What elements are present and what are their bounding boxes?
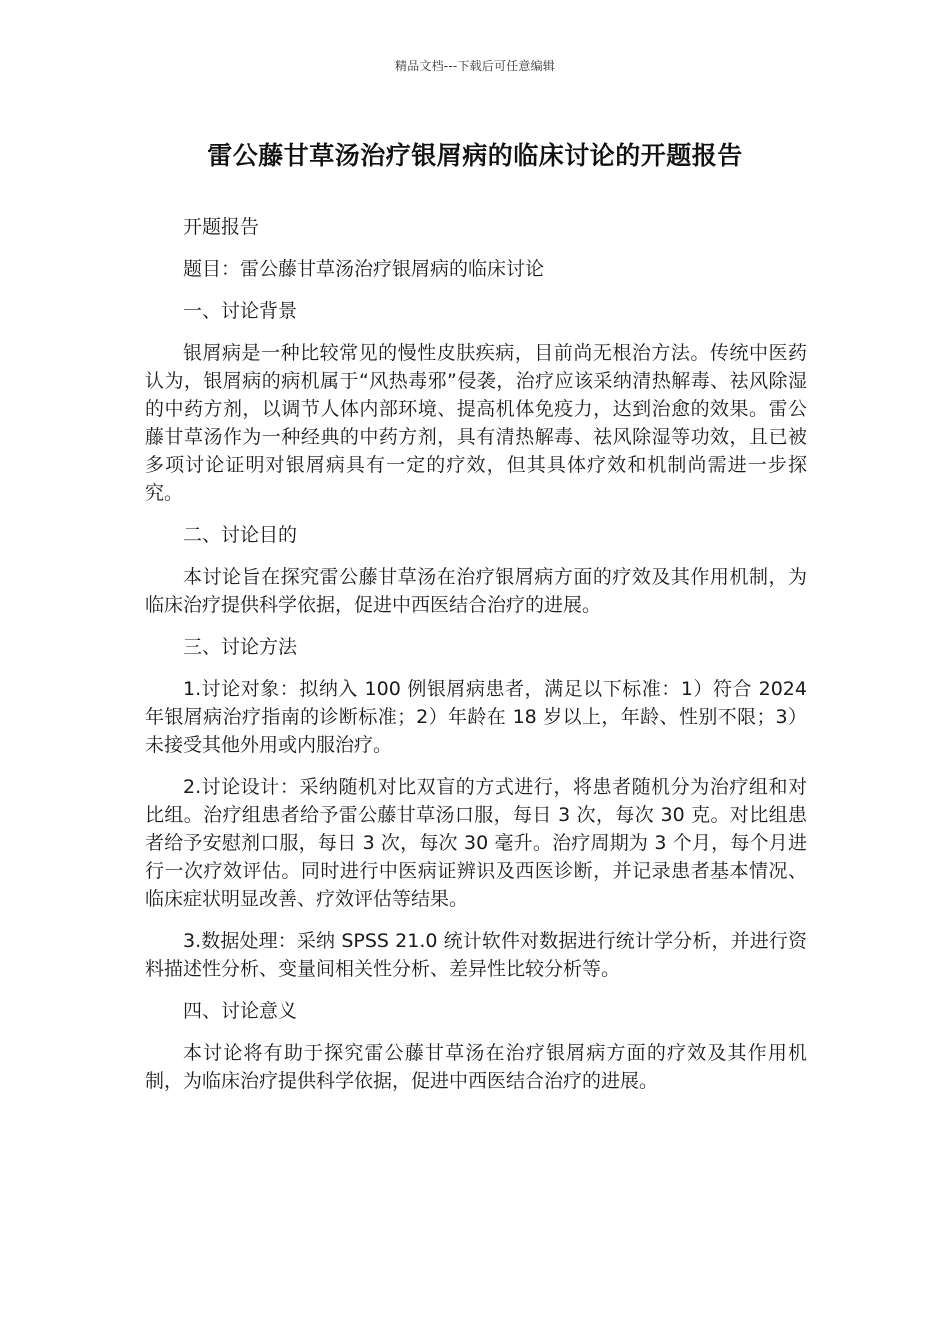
section-method-heading: 三、讨论方法 — [183, 636, 298, 658]
method-item-data-processing: 3.数据处理：采纳 SPSS 21.0 统计软件对数据进行统计学分析，并进行资料描述性分析、变量间相关性分析、差异性比较分析等。 — [145, 930, 807, 980]
section-background-heading: 一、讨论背景 — [183, 300, 298, 322]
section-background-paragraph: 银屑病是一种比较常见的慢性皮肤疾病，目前尚无根治方法。传统中医药认为，银屑病的病机属于“风热毒邪”侵袭，治疗应该采纳清热解毒、祛风除湿的中药方剂，以调节人体内部环境、提高机体免疫力，达到治愈的效果。雷公藤甘草汤作为一种经典的中药方剂，具有清热解毒、祛风除湿等功效，且已被多项讨论证明对银屑病具有一定的疗效，但其具体疗效和机制尚需进一步探究。 — [145, 342, 807, 504]
section-purpose-heading: 二、讨论目的 — [183, 524, 298, 546]
method-item-design: 2.讨论设计：采纳随机对比双盲的方式进行，将患者随机分为治疗组和对比组。治疗组患者给予雷公藤甘草汤口服，每日 3 次，每次 30 克。对比组患者给予安慰剂口服，每日 3 次，每次 30 毫升。治疗周期为 3 个月，每个月进行一次疗效评估。同时进行中医病证辨识及西医诊断，并记录患者基本情况、临床症状明显改善、疗效评估等结果。 — [145, 776, 807, 910]
document-body — [145, 213, 807, 1109]
subject-line: 题目：雷公藤甘草汤治疗银屑病的临床讨论 — [183, 258, 545, 280]
report-label: 开题报告 — [183, 216, 260, 238]
section-purpose-paragraph: 本讨论旨在探究雷公藤甘草汤在治疗银屑病方面的疗效及其作用机制，为临床治疗提供科学依据，促进中西医结合治疗的进展。 — [145, 566, 807, 616]
document-title: 雷公藤甘草汤治疗银屑病的临床讨论的开题报告 — [207, 141, 743, 170]
section-significance-paragraph: 本讨论将有助于探究雷公藤甘草汤在治疗银屑病方面的疗效及其作用机制，为临床治疗提供科学依据，促进中西医结合治疗的进展。 — [145, 1042, 807, 1092]
method-item-subjects: 1.讨论对象：拟纳入 100 例银屑病患者，满足以下标准：1）符合 2024 年银屑病治疗指南的诊断标准；2）年龄在 18 岁以上，年龄、性别不限；3）未接受其他外用或内服治疗。 — [145, 678, 807, 756]
section-significance-heading: 四、讨论意义 — [183, 1000, 298, 1022]
page-header-note: 精品文档---下载后可任意编辑 — [395, 59, 555, 73]
